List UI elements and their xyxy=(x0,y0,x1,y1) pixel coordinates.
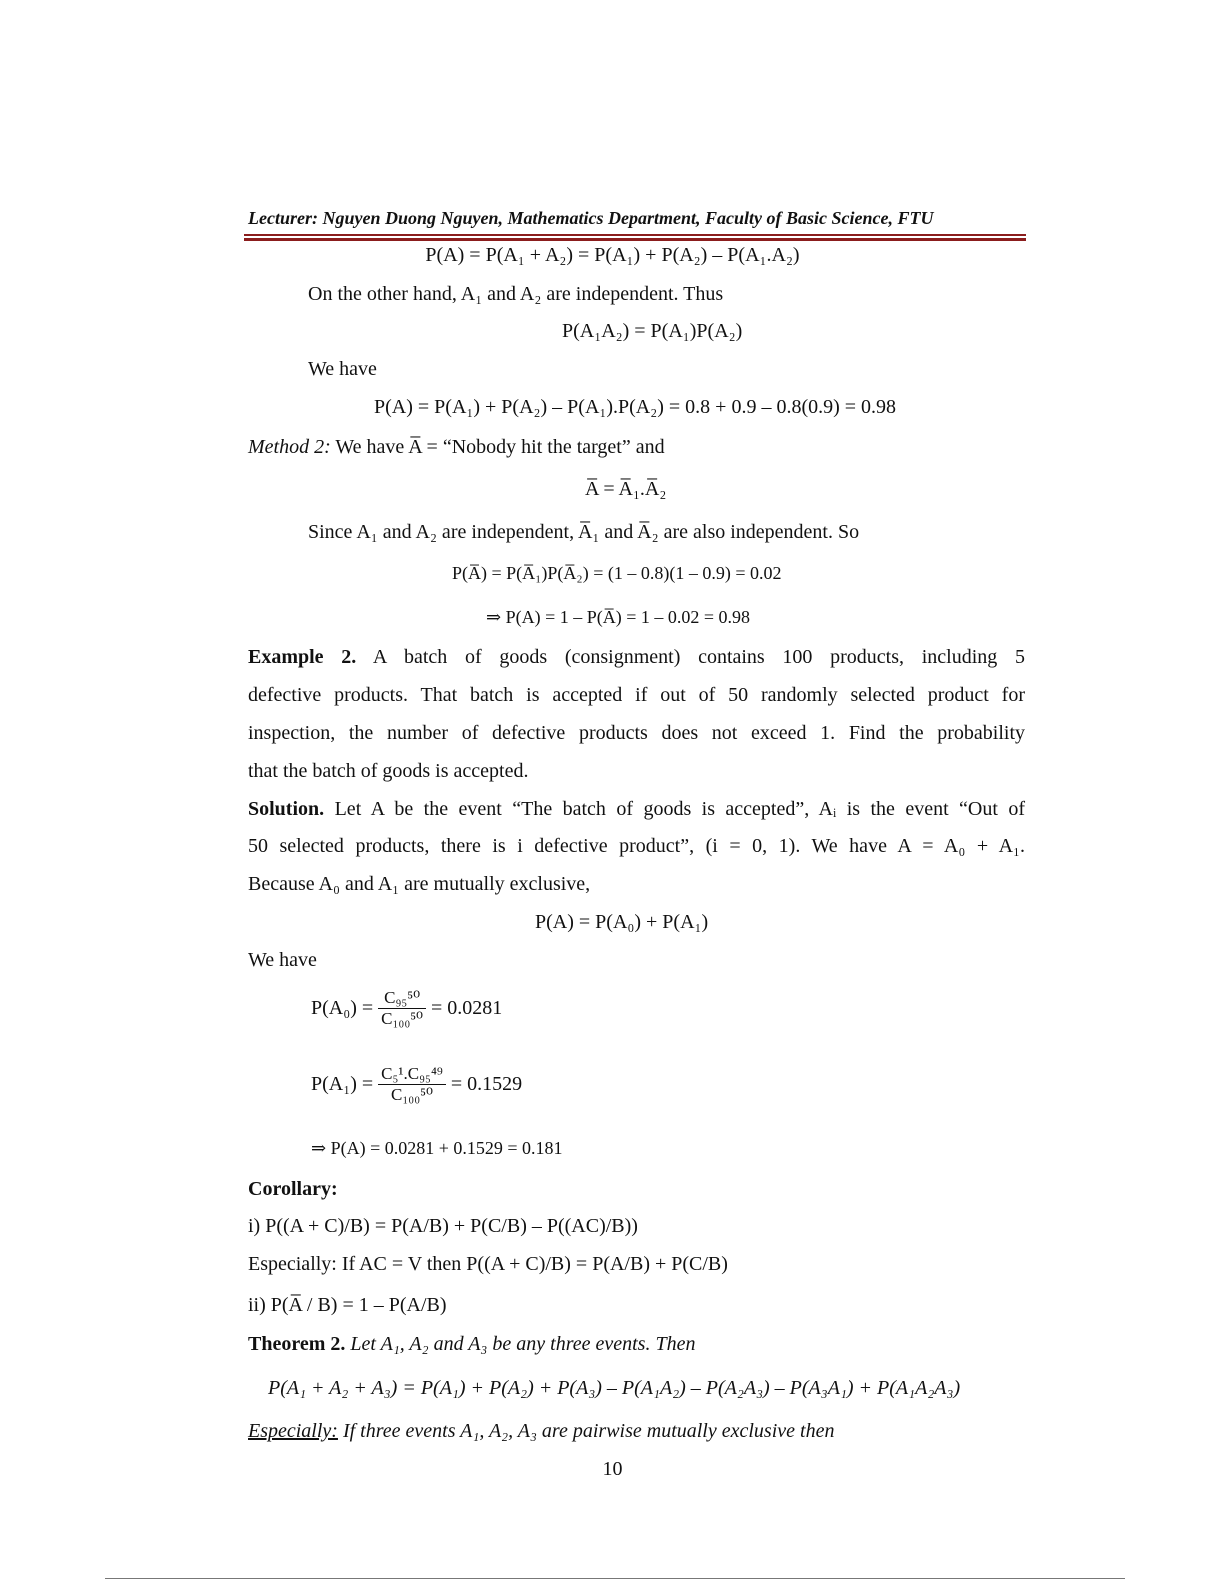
example2-line1 xyxy=(248,646,1025,669)
corollary-especially: Especially: If AC = V then P((A + C)/B) = P(A/B) + P(C/B) xyxy=(248,1253,728,1275)
especially-label: Especially: xyxy=(248,1420,338,1442)
fraction-p-a1-numerator: C₅¹.C₉₅⁴⁹ xyxy=(378,1064,446,1085)
fraction-p-a1-lhs: P(A₁) = xyxy=(311,1073,374,1095)
example2-line2: defective products. That batch is accepted if out of 50 randomly selected product for xyxy=(248,684,1025,706)
text-independent-thus: On the other hand, A₁ and A₂ are independent. Thus xyxy=(308,283,724,305)
fraction-p-a1-frac xyxy=(378,1064,446,1105)
equation-union-formula: P(A) = P(A₁ + A₂) = P(A₁) + P(A₂) – P(A₁.A₂) xyxy=(425,244,800,266)
equation-result-method1: P(A) = P(A₁) + P(A₂) – P(A₁).P(A₂) = 0.8 + 0.9 – 0.8(0.9) = 0.98 xyxy=(374,396,897,418)
solution-text: Let A be the event “The batch of goods is accepted”, Aᵢ is the event “Out of xyxy=(334,798,1026,820)
fraction-p-a1-denominator: C₁₀₀⁵⁰ xyxy=(391,1085,433,1104)
fraction-p-a0-lhs: P(A₀) = xyxy=(311,997,374,1019)
fraction-p-a0-rhs: = 0.0281 xyxy=(431,997,503,1019)
example2-text: A batch of goods (consignment) contains 100 products, including 5 xyxy=(372,646,1025,668)
method2-text: We have A̅ = “Nobody hit the target” and xyxy=(335,436,665,458)
fraction-p-a1-rhs: = 0.1529 xyxy=(450,1073,523,1095)
fraction-p-a1 xyxy=(311,1064,522,1105)
corollary-item-i: i) P((A + C)/B) = P(A/B) + P(C/B) – P((AC)/B)) xyxy=(248,1215,638,1237)
equation-three-event-union: P(A₁ + A₂ + A₃) = P(A₁) + P(A₂) + P(A₃) – P(A₁A₂) – P(A₂A₃) – P(A₃A₁) + P(A₁A₂A₃) xyxy=(268,1377,961,1399)
solution-line1 xyxy=(248,798,1025,821)
page-number: 10 xyxy=(602,1458,623,1480)
page-header: Lecturer: Nguyen Duong Nguyen, Mathematics Department, Faculty of Basic Science, FTU xyxy=(248,208,934,228)
header-rule-top xyxy=(244,234,1026,236)
fraction-p-a0-denominator: C₁₀₀⁵⁰ xyxy=(381,1009,424,1028)
fraction-p-a0-frac xyxy=(378,988,426,1029)
example2-line4: that the batch of goods is accepted. xyxy=(248,760,529,782)
equation-complement-probability: P(A̅) = P(A̅₁)P(A̅₂) = (1 – 0.8)(1 – 0.9) = 0.02 xyxy=(452,563,782,583)
text-we-have-2: We have xyxy=(248,949,317,971)
method2-line xyxy=(248,436,665,459)
fraction-p-a0 xyxy=(311,988,502,1029)
example2-line3: inspection, the number of defective products does not exceed 1. Find the probability xyxy=(248,722,1025,744)
equation-result-example2: ⇒ P(A) = 0.0281 + 0.1529 = 0.181 xyxy=(311,1138,563,1158)
solution-line2: 50 selected products, there is i defective product”, (i = 0, 1). We have A = A₀ + A₁. xyxy=(248,835,1025,857)
especially-line xyxy=(248,1420,834,1443)
equation-independence: P(A₁A₂) = P(A₁)P(A₂) xyxy=(562,320,743,342)
text-we-have-1: We have xyxy=(308,358,377,380)
example2-label: Example 2. xyxy=(248,646,357,668)
equation-sum-of-exclusive: P(A) = P(A₀) + P(A₁) xyxy=(535,911,709,933)
corollary-heading: Corollary: xyxy=(248,1178,338,1200)
equation-result-method2: ⇒ P(A) = 1 – P(A̅) = 1 – 0.02 = 0.98 xyxy=(486,607,751,627)
solution-line3: Because A₀ and A₁ are mutually exclusive, xyxy=(248,873,591,895)
theorem2-line xyxy=(248,1333,695,1356)
text-complements-independent: Since A₁ and A₂ are independent, A̅₁ and A̅₂ are also independent. So xyxy=(308,521,860,543)
method2-label: Method 2: xyxy=(248,436,331,458)
corollary-item-ii: ii) P(A̅ / B) = 1 – P(A/B) xyxy=(248,1294,447,1316)
fraction-p-a0-numerator: C₉₅⁵⁰ xyxy=(378,988,426,1009)
equation-complement-product: A̅ = A̅₁.A̅₂ xyxy=(585,478,667,500)
theorem2-text: Let A₁, A₂ and A₃ be any three events. Then xyxy=(350,1333,696,1355)
bottom-rule xyxy=(105,1578,1125,1579)
solution-label: Solution. xyxy=(248,798,325,820)
especially-text: If three events A₁, A₂, A₃ are pairwise mutually exclusive then xyxy=(342,1420,835,1442)
theorem2-label: Theorem 2. xyxy=(248,1333,346,1355)
header-rule-bottom xyxy=(244,238,1026,241)
